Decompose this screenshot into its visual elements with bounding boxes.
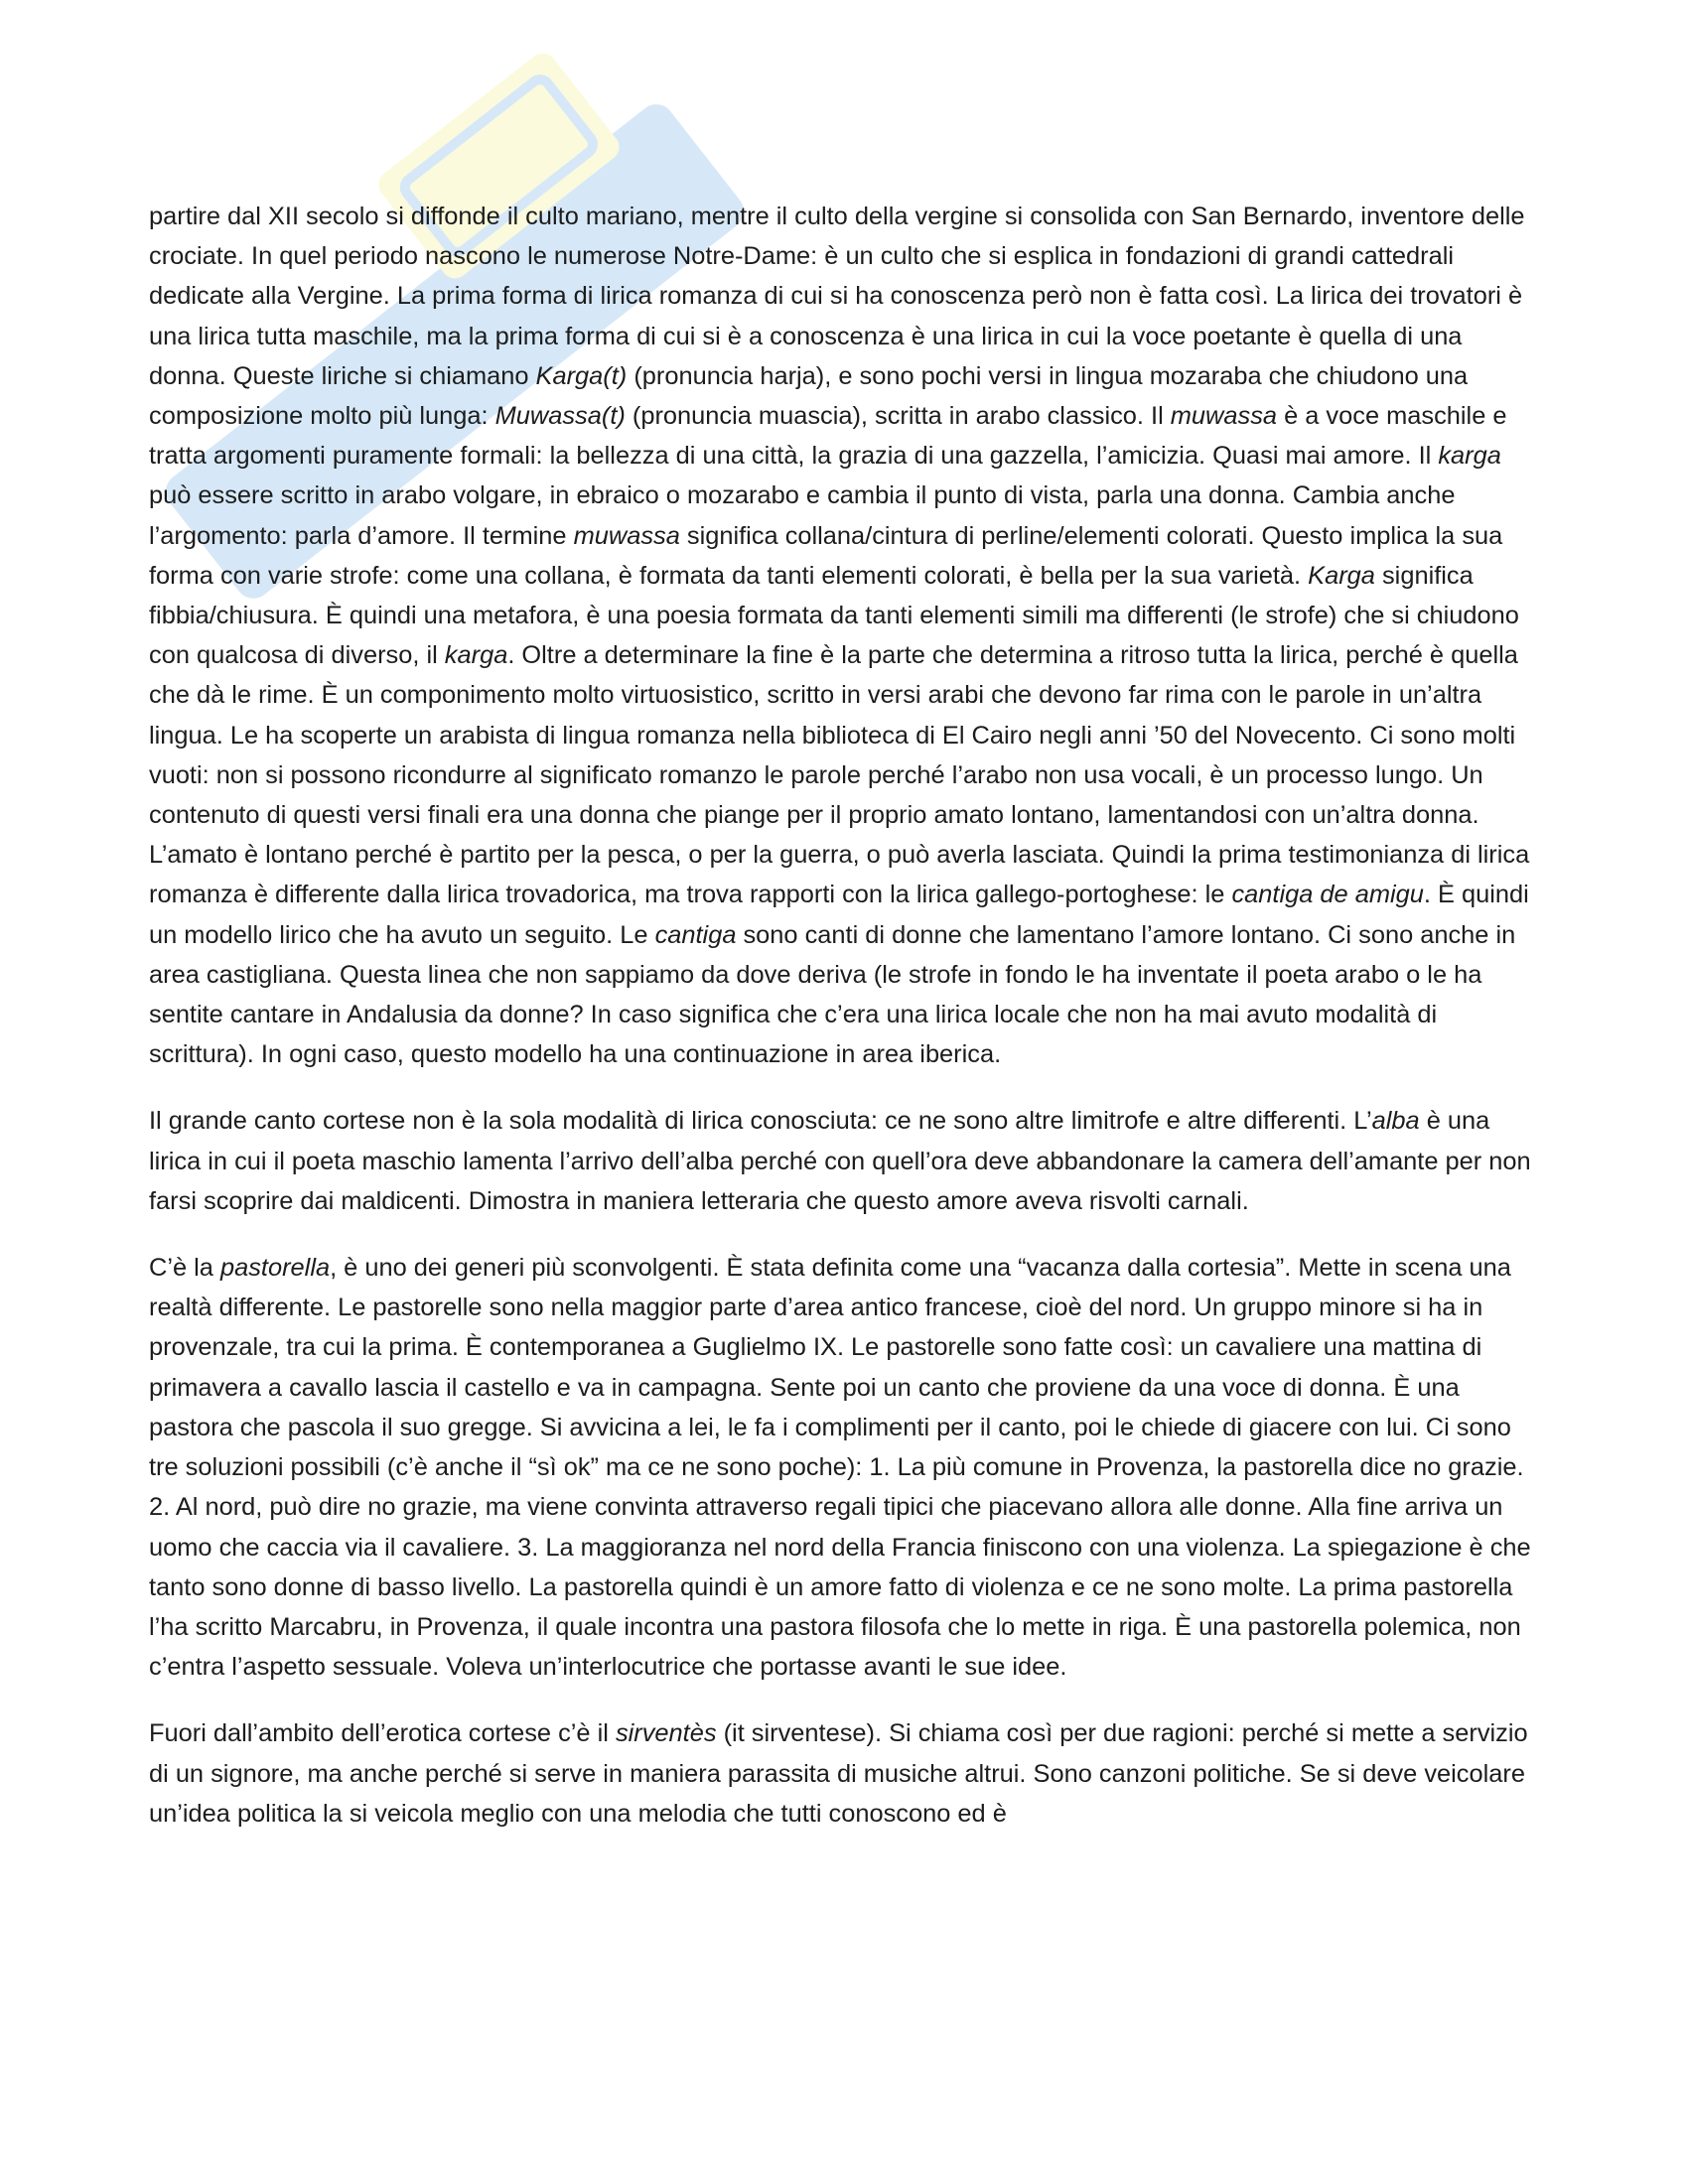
italic-term: alba [1371,1107,1420,1136]
italic-term: karga [1438,442,1501,471]
italic-term: cantiga [654,920,737,949]
text-run: Il grande canto cortese non è la sola modalità di lirica conosciuta: ce ne sono altre limitrofe e altre differenti. L’ [149,1107,1372,1136]
text-run: (pronuncia harja), e sono pochi versi in lingua mozaraba che chiudono una composizione molto più lunga: [149,361,1469,431]
italic-term: muwassa [1170,402,1278,431]
paragraph [149,197,1544,1074]
text-run: , è uno dei generi più sconvolgenti. È stata definita come una “vacanza dalla cortesia”. Mette in scena una realtà differente. Le pastorelle sono nella maggior parte d’area antico francese, cioè del nord. Un gruppo minore si ha in provenzale, tra cui la prima. È contemporanea a Guglielmo IX. Le pastorelle sono fatte così: un cavaliere una mattina di primavera a cavallo lascia il castello e va in campagna. Sente poi un canto che proviene da una voce di donna. È una pastora che pascola il suo gregge. Si avvicina a lei, le fa i complimenti per il canto, poi le chiede di giacere con lui. Ci sono tre soluzioni possibili (c’è anche il “sì ok” ma ce ne sono poche): 1. La più comune in Provenza, la pastorella dice no grazie. 2. Al nord, può dire no grazie, ma viene convinta attraverso regali tipici che piacevano allora alle donne. Alla fine arriva un uomo che caccia via il cavaliere. 3. La maggioranza nel nord della Francia finiscono con una violenza. La spiegazione è che tanto sono donne di basso livello. La pastorella quindi è un amore fatto di violenza e ce ne sono molte. La prima pastorella l’ha scritto Marcabru, in Provenza, il quale incontra una pastora filosofa che lo mette in riga. È una pastorella polemica, non c’entra l’aspetto sessuale. Voleva un’interlocutrice che portasse avanti le sue idee. [149,1254,1531,1682]
italic-term: Karga [1308,561,1375,590]
italic-term: muwassa [573,521,680,550]
document-body [149,197,1544,1834]
text-run: C’è la [149,1254,220,1283]
text-run: partire dal XII secolo si diffonde il culto mariano, mentre il culto della vergine si consolida con San Bernardo, inventore delle crociate. In quel periodo nascono le numerose Notre-Dame: è un culto che si esplica in fondazioni di grandi cattedrali dedicate alla Vergine. La prima forma di lirica romanza di cui si ha conoscenza però non è fatta così. La lirica dei trovatori è una lirica tutta maschile, ma la prima forma di cui si è a conoscenza è una lirica in cui la voce poetante è quella di una donna. Queste liriche si chiamano [149,203,1525,390]
text-run: è una lirica in cui il poeta maschio lamenta l’arrivo dell’alba perché con quell’ora deve abbandonare la camera dell’amante per non farsi scoprire dai maldicenti. Dimostra in maniera letteraria che questo amore aveva risvolti carnali. [149,1107,1531,1215]
italic-term: karga [444,641,508,670]
italic-term: pastorella [219,1254,331,1283]
text-run: sono canti di donne che lamentano l’amore lontano. Ci sono anche in area castigliana. Questa linea che non sappiamo da dove deriva (le strofe in fondo le ha inventate il poeta arabo o le ha sentite cantare in Andalusia da donne? In caso significa che c’era una lirica locale che non ha mai avuto modalità di scrittura). In ogni caso, questo modello ha una continuazione in area iberica. [149,920,1516,1069]
text-run: può essere scritto in arabo volgare, in ebraico o mozarabo e cambia il punto di vista, parla una donna. Cambia anche l’argomento: parla d’amore. Il termine [149,481,1456,550]
paragraph [149,1248,1544,1687]
text-run: significa collana/cintura di perline/elementi colorati. Questo implica la sua forma con varie strofe: come una collana, è formata da tanti elementi colorati, è bella per la sua varietà. [149,521,1503,590]
text-run: (pronuncia muascia), scritta in arabo classico. Il [625,402,1171,431]
italic-term: sirventès [615,1719,717,1748]
text-run: . È quindi un modello lirico che ha avuto un seguito. Le [149,881,1529,949]
text-run: (it sirventese). Si chiama così per due ragioni: perché si mette a servizio di un signore, ma anche perché si serve in maniera parassita di musiche altrui. Sono canzoni politiche. Se si deve veicolare un’idea politica la si veicola meglio con una melodia che tutti conoscono ed è [149,1719,1528,1828]
paragraph [149,1713,1544,1834]
paragraph [149,1101,1544,1221]
text-run: Fuori dall’ambito dell’erotica cortese c’è il [149,1719,616,1748]
italic-term: cantiga de amigu [1231,881,1424,909]
italic-term: Karga(t) [535,361,628,390]
text-run: è a voce maschile e tratta argomenti puramente formali: la bellezza di una città, la grazia di una gazzella, l’amicizia. Quasi mai amore. Il [149,402,1507,471]
text-run: significa fibbia/chiusura. È quindi una metafora, è una poesia formata da tanti elementi simili ma differenti (le strofe) che si chiudono con qualcosa di diverso, il [149,561,1519,670]
text-run: . Oltre a determinare la fine è la parte che determina a ritroso tutta la lirica, perché è quella che dà le rime. È un componimento molto virtuosistico, scritto in versi arabi che devono far rima con le parole in un’altra lingua. Le ha scoperte un arabista di lingua romanza nella biblioteca di El Cairo negli anni ’50 del Novecento. Ci sono molti vuoti: non si possono ricondurre al significato romanzo le parole perché l’arabo non usa vocali, è un processo lungo. Un contenuto di questi versi finali era una donna che piange per il proprio amato lontano, lamentandosi con un’altra donna. L’amato è lontano perché è partito per la pesca, o per la guerra, o può averla lasciata. Quindi la prima testimonianza di lirica romanza è differente dalla lirica trovadorica, ma trova rapporti con la lirica gallego-portoghese: le [149,641,1530,909]
italic-term: Muwassa(t) [494,402,626,431]
